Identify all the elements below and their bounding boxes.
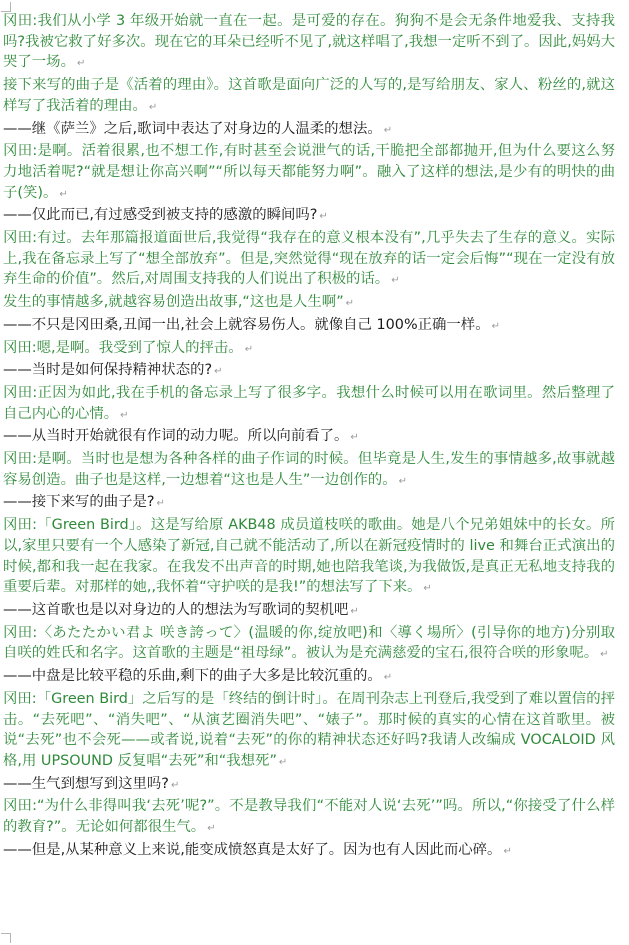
paragraph-question bbox=[3, 600, 615, 623]
paragraph-text: ——从当时开始就很有作词的动力呢。所以向前看了。 bbox=[3, 428, 349, 445]
paragraph-text: 冈田:我们从小学 3 年级开始就一直在一起。是可爱的存在。狗狗不是会无条件地爱我、支持我吗?我被它救了好多次。现在它的耳朵已经听不见了,就这样唱了,我想一定听不到了。因此,妈妈大哭了一场。 bbox=[3, 13, 615, 71]
paragraph-mark-icon: ↵ bbox=[503, 845, 512, 857]
paragraph-text: 冈田:「Green Bird」之后写的是「终结的倒计时」。在周刊杂志上刊登后,我受到了难以置信的抨击。“去死吧”、“消失吧”、“从演艺圈消失吧”、“婊子”。那时候的真实的心情在这首歌里。被说“去死”也不会死——或者说,说着“去死”的你的精神状态还好吗?我请人改编成 VOCALOID 风格,用 UPSOUND 反复唱“去死”和“我想死” bbox=[3, 690, 615, 769]
paragraph-question bbox=[3, 426, 615, 449]
paragraph-text: 冈田:〈あたたかい君よ 咲き誇って〉(温暖的你,绽放吧)和〈導く場所〉(引导你的地方)分别取自咲的姓氏和名字。这首歌的主题是“祖母绿”。被认为是充满慈爱的宝石,很符合咲的形象呢。 bbox=[3, 624, 615, 662]
paragraph-text: 冈田:正因为如此,我在手机的备忘录上写了很多字。我想什么时候可以用在歌词里。然后整理了自己内心的心情。 bbox=[3, 384, 615, 422]
paragraph-text: ——这首歌也是以对身边的人的想法为写歌词的契机吧 bbox=[3, 601, 349, 618]
paragraph-mark-icon: ↵ bbox=[207, 823, 216, 835]
paragraph-text: 接下来写的曲子是《活着的理由》。这首歌是面向广泛的人写的,是写给朋友、家人、粉丝的,就这样写了我活着的理由。 bbox=[3, 77, 615, 114]
paragraph-text: ——不只是冈田桑,丑闻一出,社会上就容易伤人。就像自己 100%正确一样。 bbox=[3, 316, 490, 333]
paragraph-text: ——继《萨兰》之后,歌词中表达了对身边的人温柔的想法。 bbox=[3, 120, 382, 137]
paragraph-answer bbox=[3, 75, 615, 118]
paragraph-mark-icon: ↵ bbox=[170, 779, 180, 791]
paragraph-mark-icon: ↵ bbox=[391, 275, 400, 287]
paragraph-question bbox=[3, 205, 615, 228]
paragraph-answer bbox=[3, 11, 615, 75]
paragraph-text: 冈田:“为什么非得叫我‘去死’呢?”。不是教导我们“不能对人说‘去死’”吗。所以,“你接受了什么样的教育?”。无论如何都很生气。 bbox=[3, 798, 615, 836]
paragraph-answer bbox=[3, 383, 615, 426]
paragraph-mark-icon: ↵ bbox=[423, 583, 432, 595]
paragraph-text: 冈田:有过。去年那篇报道面世后,我觉得“我存在的意义根本没有”,几乎失去了生存的意义。实际上,我在备忘录上写了“想全部放弃”。但是,突然觉得“现在放弃的话一定会后悔”“现在一定没有放弃生命的价值”。然后,对周围支持我的人们说出了积极的话。 bbox=[3, 230, 615, 288]
paragraph-question bbox=[3, 119, 615, 142]
paragraph-mark-icon: ↵ bbox=[383, 124, 393, 136]
paragraph-mark-icon: ↵ bbox=[383, 672, 393, 684]
paragraph-mark-icon: ↵ bbox=[600, 649, 609, 661]
paragraph-text: 冈田:是啊。当时也是想为各种各样的曲子作词的时候。但毕竟是人生,发生的事情越多,故事就越容易创造。曲子也是这样,一边想着“这也是人生”一边创作的。 bbox=[3, 451, 615, 488]
paragraph-mark-icon: ↵ bbox=[76, 58, 86, 70]
paragraph-mark-icon: ↵ bbox=[214, 366, 223, 378]
paragraph-text: 冈田:嗯,是啊。我受到了惊人的抨击。 bbox=[3, 339, 243, 356]
paragraph-text: ——但是,从某种意义上来说,能变成愤怒真是太好了。因为也有人因此而心碎。 bbox=[3, 841, 502, 858]
paragraph-text: 发生的事情越多,就越容易创造出故事,“这也是人生啊” bbox=[3, 294, 344, 311]
paragraph-mark-icon: ↵ bbox=[244, 343, 254, 355]
paragraph-answer bbox=[3, 689, 615, 774]
paragraph-mark-icon: ↵ bbox=[156, 498, 165, 510]
margin-corner-marker-bottom bbox=[1, 933, 11, 943]
paragraph-question bbox=[3, 360, 615, 383]
paragraph-text: ——中盘是比较平稳的乐曲,剩下的曲子大多是比较沉重的。 bbox=[3, 668, 382, 685]
paragraph-text: ——当时是如何保持精神状态的? bbox=[3, 362, 213, 379]
paragraph-text: 冈田:「Green Bird」。这是写给原 AKB48 成员道枝咲的歌曲。她是八个兄弟姐妹中的长女。所以,家里只要有一个人感染了新冠,自己就不能活动了,所以在新冠疫情时的 live 和舞台正式演出的时候,都和我一起在我家。在我发不出声音的时期,她也陪我笔谈,为我做饭,是真正无私地支持我的重要后辈。对那样的她,,我怀着“守护咲的是我!”的想法写了下来。 bbox=[3, 517, 615, 596]
paragraph-answer bbox=[3, 515, 615, 600]
paragraph-mark-icon: ↵ bbox=[59, 188, 68, 200]
paragraph-mark-icon: ↵ bbox=[278, 756, 288, 768]
paragraph-answer bbox=[3, 449, 615, 492]
paragraph-mark-icon: ↵ bbox=[120, 409, 129, 421]
paragraph-answer bbox=[3, 141, 615, 205]
paragraph-answer bbox=[3, 228, 615, 292]
paragraph-answer bbox=[3, 623, 615, 666]
paragraph-question bbox=[3, 840, 615, 863]
paragraph-text: ——生气到想写到这里吗? bbox=[3, 775, 169, 792]
paragraph-text: ——接下来写的曲子是? bbox=[3, 494, 155, 511]
paragraph-answer bbox=[3, 338, 615, 361]
paragraph-mark-icon: ↵ bbox=[398, 475, 408, 487]
paragraph-mark-icon: ↵ bbox=[319, 211, 328, 223]
paragraph-mark-icon: ↵ bbox=[350, 605, 359, 617]
paragraph-text: 冈田:是啊。活着很累,也不想工作,有时甚至会说泄气的话,干脆把全部都抛开,但为什么要这么努力地活着呢?“就是想让你高兴啊”“所以每天都能努力啊”。融入了这样的想法,是少有的明快的曲子(笑)。 bbox=[3, 143, 615, 201]
paragraph-mark-icon: ↵ bbox=[345, 298, 355, 310]
paragraph-mark-icon: ↵ bbox=[350, 432, 359, 444]
paragraph-text: ——仅此而已,有过感受到被支持的感激的瞬间吗? bbox=[3, 207, 318, 224]
paragraph-answer bbox=[3, 796, 615, 839]
margin-corner-marker-top bbox=[1, 2, 11, 12]
paragraph-question bbox=[3, 666, 615, 689]
paragraph-question bbox=[3, 774, 615, 797]
paragraph-mark-icon: ↵ bbox=[148, 101, 158, 113]
paragraph-question bbox=[3, 315, 615, 338]
paragraph-mark-icon: ↵ bbox=[491, 320, 500, 332]
paragraph-answer bbox=[3, 292, 615, 315]
paragraph-question bbox=[3, 492, 615, 515]
